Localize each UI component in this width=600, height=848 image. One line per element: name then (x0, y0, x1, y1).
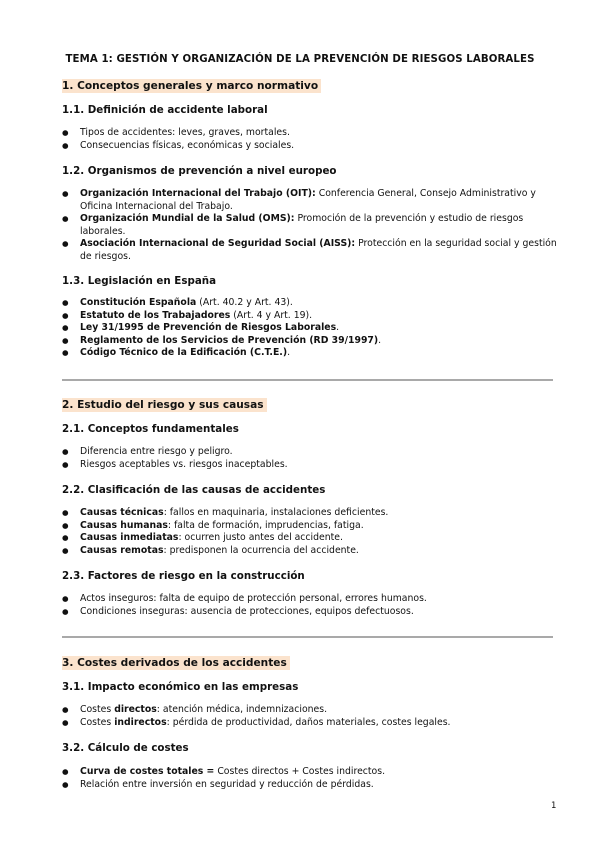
item-bold: directos (114, 704, 157, 715)
list-item (62, 188, 558, 213)
item-bold: Causas remotas (80, 544, 164, 556)
item-text: Promoción de la prevención y estudio de riesgos laborales. (80, 213, 524, 237)
list-item (62, 704, 558, 717)
item-bold: Organización Internacional del Trabajo (OIT): (80, 188, 316, 199)
item-text: . (378, 334, 382, 346)
list-item: ● Riesgos aceptables vs. riesgos inaceptables. (62, 459, 558, 472)
item-text: Costes directos + Costes indirectos. (214, 766, 386, 777)
item-bold: Constitución Española (80, 297, 197, 308)
list-item: ● Consecuencias físicas, económicas y sociales. (62, 140, 558, 153)
list-item: ● Tipos de accidentes: leves, graves, mortales. (62, 127, 558, 140)
list-item: ● Condiciones inseguras: ausencia de protecciones, equipos defectuosos. (62, 606, 558, 619)
item-bold: Organización Mundial de la Salud (OMS): (80, 213, 295, 224)
subsection-1-3-list (62, 297, 558, 360)
item-text: : predisponen la ocurrencia del accidente. (163, 544, 359, 556)
item-pre: Costes (80, 704, 115, 715)
list-item (62, 335, 558, 348)
item-bold: Causas inmediatas (80, 532, 179, 543)
item-bold: Asociación Internacional de Seguridad Social (AISS): (80, 238, 356, 249)
subsection-2-1-heading: 2.1. Conceptos fundamentales (62, 423, 239, 435)
list-item (62, 347, 558, 360)
item-bold: Estatuto de los Trabajadores (80, 309, 231, 321)
item-text: : atención médica, indemnizaciones. (156, 704, 328, 715)
section-2-heading: 2. Estudio del riesgo y sus causas (62, 398, 267, 412)
list-item (62, 532, 558, 545)
list-item (62, 507, 558, 520)
item-text: Protección en la seguridad social y gestión de riesgos. (80, 238, 557, 262)
list-item (62, 310, 558, 323)
item-text: : falta de formación, imprudencias, fatiga. (167, 519, 364, 531)
item-text: (Art. 40.2 y Art. 43). (196, 297, 293, 308)
subsection-1-2-heading: 1.2. Organismos de prevención a nivel europeo (62, 165, 337, 177)
list-item: ● Actos inseguros: falta de equipo de protección personal, errores humanos. (62, 593, 558, 606)
list-item: ● Diferencia entre riesgo y peligro. (62, 446, 558, 459)
subsection-1-3-heading: 1.3. Legislación en España (62, 275, 217, 287)
item-bold: Reglamento de los Servicios de Prevención (RD 39/1997) (80, 334, 379, 346)
item-text: (Art. 4 y Art. 19). (230, 309, 313, 321)
item-text: Relación entre inversión en seguridad y reducción de pérdidas. (80, 778, 374, 790)
page-number: 1 (551, 801, 557, 811)
item-bold: Causas humanas (80, 519, 168, 531)
item-text: . (336, 322, 340, 333)
subsection-3-1-list (62, 704, 558, 729)
list-item (62, 779, 558, 792)
subsection-2-1-list (62, 446, 558, 471)
subsection-1-2-list (62, 188, 558, 263)
document-title: TEMA 1: GESTIÓN Y ORGANIZACIÓN DE LA PREVENCIÓN DE RIESGOS LABORALES (65, 54, 535, 65)
item-bold: Causas técnicas (80, 507, 164, 518)
item-text: : pérdida de productividad, daños materiales, costes legales. (166, 716, 451, 728)
section-1-heading: 1. Conceptos generales y marco normativo (62, 79, 321, 93)
subsection-1-1-heading: 1.1. Definición de accidente laboral (62, 104, 268, 116)
list-item (62, 238, 558, 263)
divider (62, 379, 553, 381)
subsection-2-2-heading: 2.2. Clasificación de las causas de accidentes (62, 484, 326, 496)
section-3-heading: 3. Costes derivados de los accidentes (62, 656, 290, 670)
subsection-2-2-list (62, 507, 558, 557)
item-text: : fallos en maquinaria, instalaciones deficientes. (163, 507, 389, 518)
list-item (62, 297, 558, 310)
item-bold: Ley 31/1995 de Prevención de Riesgos Laborales (80, 322, 337, 333)
divider (62, 636, 553, 638)
list-item (62, 213, 558, 238)
item-bold: indirectos (114, 716, 167, 728)
subsection-3-2-heading: 3.2. Cálculo de costes (62, 742, 189, 754)
item-text: . (287, 347, 291, 358)
subsection-3-2-list (62, 766, 558, 791)
subsection-3-1-heading: 3.1. Impacto económico en las empresas (62, 681, 299, 693)
item-pre: Costes (80, 716, 115, 728)
item-text: Conferencia General, Consejo Administrativo y Oficina Internacional del Trabajo. (80, 188, 536, 212)
subsection-2-3-list (62, 593, 558, 618)
list-item (62, 520, 558, 533)
subsection-2-3-heading: 2.3. Factores de riesgo en la construcción (62, 570, 305, 582)
list-item (62, 766, 558, 779)
subsection-1-1-list (62, 127, 558, 152)
list-item (62, 717, 558, 730)
list-item (62, 545, 558, 558)
item-text: : ocurren justo antes del accidente. (178, 532, 343, 543)
item-bold: Código Técnico de la Edificación (C.T.E.) (80, 347, 288, 358)
list-item (62, 322, 558, 335)
item-bold: Curva de costes totales = (80, 766, 215, 777)
